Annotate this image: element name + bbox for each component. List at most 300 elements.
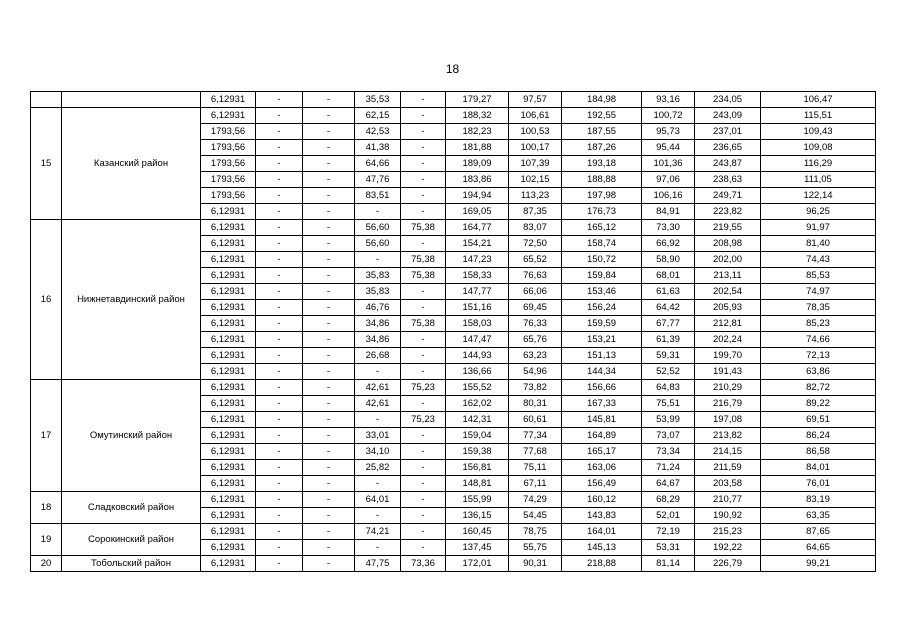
table-cell: 82,72 bbox=[761, 380, 876, 396]
table-cell: - bbox=[401, 364, 446, 380]
table-cell: 58,90 bbox=[642, 252, 695, 268]
table-cell: 183,86 bbox=[446, 172, 509, 188]
table-cell: 147,77 bbox=[446, 284, 509, 300]
table-cell: - bbox=[401, 188, 446, 204]
table-cell: 107,39 bbox=[509, 156, 562, 172]
table-cell: 6,12931 bbox=[201, 412, 256, 428]
table-cell: 210,29 bbox=[695, 380, 761, 396]
table-cell: 6,12931 bbox=[201, 252, 256, 268]
district-name: Сорокинский район bbox=[62, 524, 201, 556]
table-cell: 151,16 bbox=[446, 300, 509, 316]
table-cell: 163,06 bbox=[562, 460, 642, 476]
table-cell: 164,01 bbox=[562, 524, 642, 540]
table-cell: 238,63 bbox=[695, 172, 761, 188]
table-cell: - bbox=[401, 540, 446, 556]
table-cell: - bbox=[256, 300, 303, 316]
table-cell: 202,00 bbox=[695, 252, 761, 268]
table-cell: 109,08 bbox=[761, 140, 876, 156]
table-cell: 155,52 bbox=[446, 380, 509, 396]
table-cell: 172,01 bbox=[446, 556, 509, 572]
table-cell: - bbox=[401, 172, 446, 188]
table-cell: 106,61 bbox=[509, 108, 562, 124]
table-cell: 90,31 bbox=[509, 556, 562, 572]
table-row bbox=[31, 556, 876, 572]
table-cell: 6,12931 bbox=[201, 316, 256, 332]
table-cell: 76,63 bbox=[509, 268, 562, 284]
table-cell: 156,66 bbox=[562, 380, 642, 396]
table-cell: 199,70 bbox=[695, 348, 761, 364]
table-cell: 210,77 bbox=[695, 492, 761, 508]
table-cell: 75,51 bbox=[642, 396, 695, 412]
table-cell: - bbox=[256, 172, 303, 188]
table-cell: 176,73 bbox=[562, 204, 642, 220]
table-cell: 169,05 bbox=[446, 204, 509, 220]
table-cell: - bbox=[355, 508, 401, 524]
table-cell: 69,51 bbox=[761, 412, 876, 428]
table-cell: 59,31 bbox=[642, 348, 695, 364]
table-body bbox=[31, 92, 876, 572]
table-cell: 6,12931 bbox=[201, 204, 256, 220]
table-cell: - bbox=[401, 108, 446, 124]
table-cell: 91,97 bbox=[761, 220, 876, 236]
table-cell: 145,13 bbox=[562, 540, 642, 556]
table-cell: 215,23 bbox=[695, 524, 761, 540]
table-cell: 64,83 bbox=[642, 380, 695, 396]
table-cell: - bbox=[256, 332, 303, 348]
tariff-table bbox=[30, 91, 876, 572]
table-cell: - bbox=[303, 188, 355, 204]
district-number: 20 bbox=[31, 556, 62, 572]
table-cell: 35,83 bbox=[355, 268, 401, 284]
table-cell: 194,94 bbox=[446, 188, 509, 204]
table-cell: 74,29 bbox=[509, 492, 562, 508]
table-cell: 154,21 bbox=[446, 236, 509, 252]
table-cell: 192,22 bbox=[695, 540, 761, 556]
table-cell: - bbox=[355, 364, 401, 380]
table-cell: - bbox=[355, 252, 401, 268]
table-cell: - bbox=[256, 348, 303, 364]
table-cell: 96,25 bbox=[761, 204, 876, 220]
table-cell: 6,12931 bbox=[201, 556, 256, 572]
table-cell: - bbox=[355, 204, 401, 220]
table-cell: 205,93 bbox=[695, 300, 761, 316]
table-cell: 42,61 bbox=[355, 396, 401, 412]
table-cell: 203,58 bbox=[695, 476, 761, 492]
table-cell: 75,23 bbox=[401, 380, 446, 396]
table-cell: 162,02 bbox=[446, 396, 509, 412]
district-number: 19 bbox=[31, 524, 62, 556]
table-cell: - bbox=[303, 380, 355, 396]
table-cell: 137,45 bbox=[446, 540, 509, 556]
table-cell: 76,33 bbox=[509, 316, 562, 332]
table-cell: - bbox=[256, 428, 303, 444]
table-cell: - bbox=[256, 524, 303, 540]
table-cell: 64,01 bbox=[355, 492, 401, 508]
table-cell: 6,12931 bbox=[201, 108, 256, 124]
table-cell: 6,12931 bbox=[201, 476, 256, 492]
table-cell: 159,04 bbox=[446, 428, 509, 444]
table-cell: - bbox=[256, 156, 303, 172]
table-cell: 223,82 bbox=[695, 204, 761, 220]
table-cell: 218,88 bbox=[562, 556, 642, 572]
table-cell: 64,66 bbox=[355, 156, 401, 172]
table-cell: - bbox=[303, 316, 355, 332]
table-cell: 188,88 bbox=[562, 172, 642, 188]
table-cell: - bbox=[256, 188, 303, 204]
table-cell: 53,31 bbox=[642, 540, 695, 556]
table-cell: 95,73 bbox=[642, 124, 695, 140]
table-cell: 144,34 bbox=[562, 364, 642, 380]
table-cell: 164,89 bbox=[562, 428, 642, 444]
table-cell: 151,13 bbox=[562, 348, 642, 364]
table-cell: - bbox=[303, 444, 355, 460]
table-cell: - bbox=[303, 236, 355, 252]
table-cell: 87,35 bbox=[509, 204, 562, 220]
table-cell: - bbox=[401, 460, 446, 476]
table-cell: 6,12931 bbox=[201, 92, 256, 108]
table-cell: 87,65 bbox=[761, 524, 876, 540]
table-cell: 191,43 bbox=[695, 364, 761, 380]
table-cell: - bbox=[256, 236, 303, 252]
table-cell: 81,14 bbox=[642, 556, 695, 572]
table-cell: 73,82 bbox=[509, 380, 562, 396]
table-cell: 84,01 bbox=[761, 460, 876, 476]
table-cell: 160,12 bbox=[562, 492, 642, 508]
table-cell: 67,11 bbox=[509, 476, 562, 492]
district-name: Сладковский район bbox=[62, 492, 201, 524]
district-number: 16 bbox=[31, 220, 62, 380]
table-cell: - bbox=[303, 220, 355, 236]
table-cell: 213,11 bbox=[695, 268, 761, 284]
table-cell: - bbox=[401, 428, 446, 444]
table-cell: 78,35 bbox=[761, 300, 876, 316]
table-cell: - bbox=[303, 364, 355, 380]
table-cell: 65,52 bbox=[509, 252, 562, 268]
table-cell: 55,75 bbox=[509, 540, 562, 556]
table-cell: 64,65 bbox=[761, 540, 876, 556]
table-cell: - bbox=[256, 492, 303, 508]
table-cell: 106,47 bbox=[761, 92, 876, 108]
table-cell: 62,15 bbox=[355, 108, 401, 124]
table-cell: - bbox=[256, 508, 303, 524]
table-cell: 236,65 bbox=[695, 140, 761, 156]
table-cell: 6,12931 bbox=[201, 332, 256, 348]
table-cell: - bbox=[303, 508, 355, 524]
table-cell: 99,21 bbox=[761, 556, 876, 572]
table-cell: - bbox=[401, 332, 446, 348]
table-cell: 6,12931 bbox=[201, 380, 256, 396]
table-cell: 197,98 bbox=[562, 188, 642, 204]
table-cell: 41,38 bbox=[355, 140, 401, 156]
table-cell: 42,53 bbox=[355, 124, 401, 140]
table-cell: 193,18 bbox=[562, 156, 642, 172]
table-row bbox=[31, 108, 876, 124]
table-cell: 83,51 bbox=[355, 188, 401, 204]
table-cell: 142,31 bbox=[446, 412, 509, 428]
table-cell: 6,12931 bbox=[201, 428, 256, 444]
table-cell: - bbox=[303, 124, 355, 140]
table-cell: 159,38 bbox=[446, 444, 509, 460]
table-row bbox=[31, 220, 876, 236]
table-cell: - bbox=[256, 556, 303, 572]
table-cell: - bbox=[303, 428, 355, 444]
table-cell: 153,46 bbox=[562, 284, 642, 300]
district-name: Омутинский район bbox=[62, 380, 201, 492]
table-cell: 158,03 bbox=[446, 316, 509, 332]
table-cell: 56,60 bbox=[355, 236, 401, 252]
table-row bbox=[31, 92, 876, 108]
table-cell: 6,12931 bbox=[201, 396, 256, 412]
table-cell: 102,15 bbox=[509, 172, 562, 188]
table-cell: 73,36 bbox=[401, 556, 446, 572]
table-cell: 115,51 bbox=[761, 108, 876, 124]
table-cell: 68,01 bbox=[642, 268, 695, 284]
table-cell: - bbox=[256, 220, 303, 236]
table-cell: 156,24 bbox=[562, 300, 642, 316]
table-cell: - bbox=[401, 156, 446, 172]
table-cell: - bbox=[303, 540, 355, 556]
table-cell: 34,86 bbox=[355, 332, 401, 348]
table-cell: 89,22 bbox=[761, 396, 876, 412]
table-cell: 6,12931 bbox=[201, 284, 256, 300]
table-cell: 6,12931 bbox=[201, 492, 256, 508]
table-cell: 214,15 bbox=[695, 444, 761, 460]
table-cell: 52,52 bbox=[642, 364, 695, 380]
table-cell: 42,61 bbox=[355, 380, 401, 396]
table-cell: 113,23 bbox=[509, 188, 562, 204]
table-cell: 47,76 bbox=[355, 172, 401, 188]
table-cell: - bbox=[256, 268, 303, 284]
table-cell: 211,59 bbox=[695, 460, 761, 476]
table-cell: 100,72 bbox=[642, 108, 695, 124]
table-cell: - bbox=[303, 556, 355, 572]
table-cell: 74,21 bbox=[355, 524, 401, 540]
table-cell: 63,86 bbox=[761, 364, 876, 380]
table-cell: 101,36 bbox=[642, 156, 695, 172]
table-cell: - bbox=[303, 396, 355, 412]
district-name: Нижнетавдинский район bbox=[62, 220, 201, 380]
table-cell: 75,38 bbox=[401, 252, 446, 268]
table-cell: 6,12931 bbox=[201, 364, 256, 380]
table-cell: 52,01 bbox=[642, 508, 695, 524]
table-cell: 63,35 bbox=[761, 508, 876, 524]
table-cell: 156,49 bbox=[562, 476, 642, 492]
table-cell: 75,38 bbox=[401, 220, 446, 236]
table-cell: 69,45 bbox=[509, 300, 562, 316]
table-cell: 213,82 bbox=[695, 428, 761, 444]
table-cell: - bbox=[256, 284, 303, 300]
table-cell: 111,05 bbox=[761, 172, 876, 188]
district-name: Тобольский район bbox=[62, 556, 201, 572]
table-cell: - bbox=[303, 460, 355, 476]
table-cell: 167,33 bbox=[562, 396, 642, 412]
table-cell: 143,83 bbox=[562, 508, 642, 524]
table-cell: - bbox=[256, 364, 303, 380]
table-cell: 6,12931 bbox=[201, 348, 256, 364]
table-cell: 136,66 bbox=[446, 364, 509, 380]
table-cell: 160,45 bbox=[446, 524, 509, 540]
table-cell: 26,68 bbox=[355, 348, 401, 364]
table-cell: 83,07 bbox=[509, 220, 562, 236]
table-cell: 84,91 bbox=[642, 204, 695, 220]
table-cell: 93,16 bbox=[642, 92, 695, 108]
table-cell: 147,23 bbox=[446, 252, 509, 268]
table-cell: 64,42 bbox=[642, 300, 695, 316]
table-cell: 158,33 bbox=[446, 268, 509, 284]
table-cell: 202,54 bbox=[695, 284, 761, 300]
table-cell: - bbox=[303, 348, 355, 364]
table-cell: - bbox=[401, 92, 446, 108]
table-cell: 75,38 bbox=[401, 268, 446, 284]
district-number: 17 bbox=[31, 380, 62, 492]
table-cell: - bbox=[303, 172, 355, 188]
table-cell: 1793,56 bbox=[201, 140, 256, 156]
table-row bbox=[31, 524, 876, 540]
table-cell: - bbox=[355, 540, 401, 556]
table-cell: 6,12931 bbox=[201, 220, 256, 236]
table-cell: 68,29 bbox=[642, 492, 695, 508]
table-cell: 189,09 bbox=[446, 156, 509, 172]
table-cell: 72,13 bbox=[761, 348, 876, 364]
table-cell: 46,76 bbox=[355, 300, 401, 316]
table-cell: 80,31 bbox=[509, 396, 562, 412]
table-cell: - bbox=[303, 204, 355, 220]
table-cell: 75,23 bbox=[401, 412, 446, 428]
table-cell: 100,17 bbox=[509, 140, 562, 156]
table-cell: 249,71 bbox=[695, 188, 761, 204]
table-cell: 192,55 bbox=[562, 108, 642, 124]
table-cell: 60,61 bbox=[509, 412, 562, 428]
table-cell: 95,44 bbox=[642, 140, 695, 156]
table-cell: - bbox=[303, 332, 355, 348]
table-cell: 164,77 bbox=[446, 220, 509, 236]
table-cell: 61,63 bbox=[642, 284, 695, 300]
table-cell: - bbox=[256, 204, 303, 220]
table-cell: - bbox=[401, 476, 446, 492]
table-cell: 72,50 bbox=[509, 236, 562, 252]
table-cell: - bbox=[401, 348, 446, 364]
table-cell: - bbox=[401, 508, 446, 524]
table-cell: 67,77 bbox=[642, 316, 695, 332]
table-cell: 122,14 bbox=[761, 188, 876, 204]
table-cell: 75,38 bbox=[401, 316, 446, 332]
table-cell: 76,01 bbox=[761, 476, 876, 492]
table-cell: 85,53 bbox=[761, 268, 876, 284]
table-cell: 6,12931 bbox=[201, 460, 256, 476]
district-number: 18 bbox=[31, 492, 62, 524]
table-cell: - bbox=[256, 540, 303, 556]
table-cell: 63,23 bbox=[509, 348, 562, 364]
table-cell: - bbox=[303, 108, 355, 124]
table-cell: - bbox=[401, 124, 446, 140]
table-cell: 85,23 bbox=[761, 316, 876, 332]
table-cell: 6,12931 bbox=[201, 444, 256, 460]
table-cell: 148,81 bbox=[446, 476, 509, 492]
table-cell: - bbox=[303, 268, 355, 284]
table-cell: 86,58 bbox=[761, 444, 876, 460]
table-cell: - bbox=[355, 412, 401, 428]
table-cell: 77,34 bbox=[509, 428, 562, 444]
table-cell: 136,15 bbox=[446, 508, 509, 524]
table-cell: 158,74 bbox=[562, 236, 642, 252]
table-cell: 144,93 bbox=[446, 348, 509, 364]
table-cell: 187,26 bbox=[562, 140, 642, 156]
table-cell: 1793,56 bbox=[201, 156, 256, 172]
table-row bbox=[31, 492, 876, 508]
table-cell: 78,75 bbox=[509, 524, 562, 540]
table-cell: 156,81 bbox=[446, 460, 509, 476]
table-cell: 66,92 bbox=[642, 236, 695, 252]
table-cell: - bbox=[256, 124, 303, 140]
table-cell: 34,86 bbox=[355, 316, 401, 332]
table-cell: 34,10 bbox=[355, 444, 401, 460]
table-cell: 202,24 bbox=[695, 332, 761, 348]
table-cell: 159,59 bbox=[562, 316, 642, 332]
table-cell: 165,17 bbox=[562, 444, 642, 460]
table-row bbox=[31, 380, 876, 396]
table-cell: 145,81 bbox=[562, 412, 642, 428]
table-cell: 165,12 bbox=[562, 220, 642, 236]
table-cell: - bbox=[303, 284, 355, 300]
table-cell: 106,16 bbox=[642, 188, 695, 204]
table-cell: 97,57 bbox=[509, 92, 562, 108]
page-number: 18 bbox=[445, 62, 460, 76]
table-cell: 25,82 bbox=[355, 460, 401, 476]
table-cell: 159,84 bbox=[562, 268, 642, 284]
table-cell: 6,12931 bbox=[201, 540, 256, 556]
table-cell: 56,60 bbox=[355, 220, 401, 236]
table-cell: 226,79 bbox=[695, 556, 761, 572]
table-cell: - bbox=[256, 108, 303, 124]
district-name bbox=[62, 92, 201, 108]
table-cell: 35,53 bbox=[355, 92, 401, 108]
district-number: 15 bbox=[31, 108, 62, 220]
table-cell: - bbox=[256, 316, 303, 332]
table-cell: 116,29 bbox=[761, 156, 876, 172]
table-cell: 64,67 bbox=[642, 476, 695, 492]
table-cell: - bbox=[401, 300, 446, 316]
table-cell: - bbox=[256, 140, 303, 156]
table-cell: 71,24 bbox=[642, 460, 695, 476]
table-cell: 190,92 bbox=[695, 508, 761, 524]
table-cell: 33,01 bbox=[355, 428, 401, 444]
table-cell: - bbox=[401, 444, 446, 460]
table-cell: 66,06 bbox=[509, 284, 562, 300]
table-cell: - bbox=[256, 92, 303, 108]
table-cell: - bbox=[401, 140, 446, 156]
table-cell: 109,43 bbox=[761, 124, 876, 140]
table-cell: 6,12931 bbox=[201, 524, 256, 540]
table-cell: 197,08 bbox=[695, 412, 761, 428]
table-cell: - bbox=[401, 284, 446, 300]
table-cell: 208,98 bbox=[695, 236, 761, 252]
table-cell: 184,98 bbox=[562, 92, 642, 108]
table-cell: 155,99 bbox=[446, 492, 509, 508]
table-cell: - bbox=[256, 412, 303, 428]
table-cell: 237,01 bbox=[695, 124, 761, 140]
table-cell: - bbox=[401, 396, 446, 412]
table-cell: - bbox=[256, 460, 303, 476]
table-cell: - bbox=[256, 444, 303, 460]
table-cell: - bbox=[256, 396, 303, 412]
table-cell: - bbox=[401, 236, 446, 252]
table-cell: - bbox=[401, 492, 446, 508]
table-cell: 72,19 bbox=[642, 524, 695, 540]
table-cell: 61,39 bbox=[642, 332, 695, 348]
table-cell: 188,32 bbox=[446, 108, 509, 124]
table-cell: 75,11 bbox=[509, 460, 562, 476]
table-cell: 187,55 bbox=[562, 124, 642, 140]
